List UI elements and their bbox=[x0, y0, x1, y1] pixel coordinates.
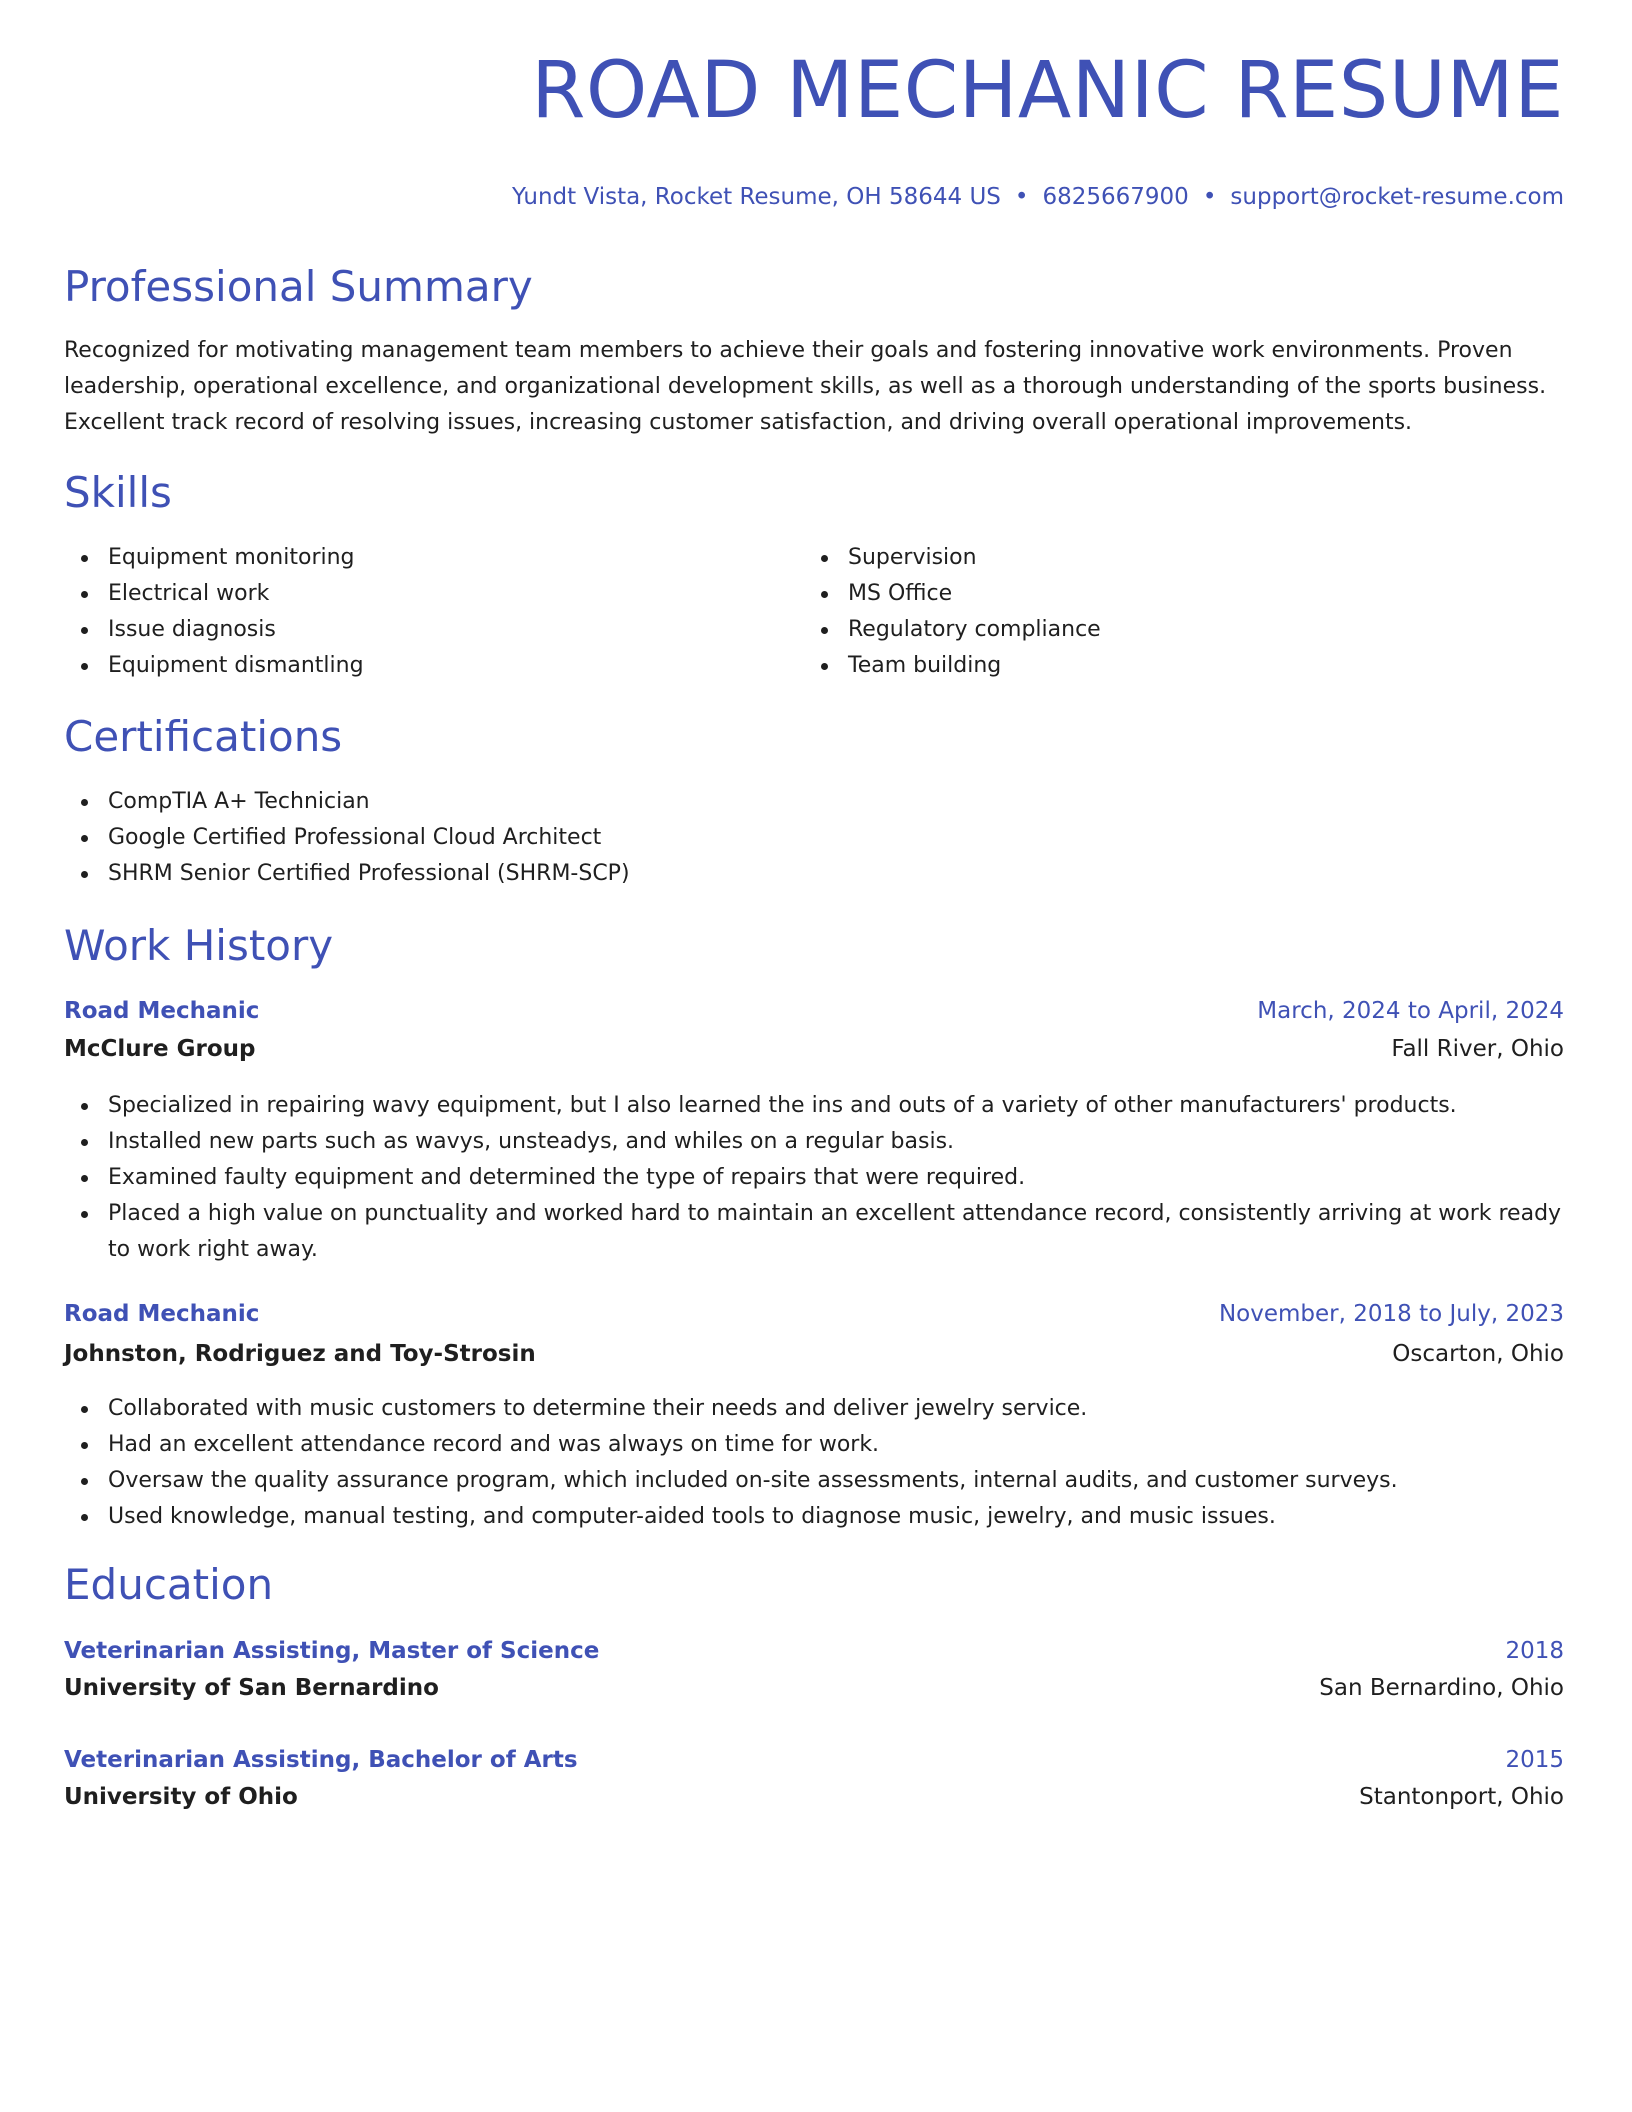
job-title-row bbox=[64, 1299, 1564, 1329]
education-school: University of San Bernardino bbox=[64, 1675, 439, 1701]
job-location: Oscarton, Ohio bbox=[1392, 1341, 1564, 1367]
job-bullet: Had an excellent attendance record and was always on time for work. bbox=[64, 1427, 1564, 1463]
skill-item: Regulatory compliance bbox=[804, 612, 1504, 648]
skill-item: Equipment dismantling bbox=[64, 648, 764, 684]
job-company-row bbox=[64, 1034, 1564, 1064]
job-dates: November, 2018 to July, 2023 bbox=[1218, 1301, 1564, 1327]
address-text: Yundt Vista, Rocket Resume, OH 58644 US bbox=[511, 184, 1001, 210]
education-degree-row bbox=[64, 1636, 1564, 1666]
job-company-row bbox=[64, 1339, 1564, 1369]
job-bullet: Placed a high value on punctuality and worked hard to maintain an excellent attendance record, consistently arriving at work ready to work right away. bbox=[64, 1196, 1564, 1268]
certification-item: SHRM Senior Certified Professional (SHRM-SCP) bbox=[64, 856, 1564, 892]
skills-heading: Skills bbox=[64, 468, 172, 517]
education-school: University of Ohio bbox=[64, 1784, 298, 1810]
education-location: Stantonport, Ohio bbox=[1359, 1784, 1564, 1810]
certifications-list bbox=[64, 784, 1564, 892]
resume-title: ROAD MECHANIC RESUME bbox=[531, 46, 1564, 136]
job-title: Road Mechanic bbox=[64, 1301, 260, 1327]
skill-item: Supervision bbox=[804, 540, 1504, 576]
job-company: McClure Group bbox=[64, 1036, 256, 1062]
skill-item: Electrical work bbox=[64, 576, 764, 612]
job-title-row bbox=[64, 996, 1564, 1026]
job-bullet: Installed new parts such as wavys, unsteadys, and whiles on a regular basis. bbox=[64, 1124, 1564, 1160]
certification-item: Google Certified Professional Cloud Architect bbox=[64, 820, 1564, 856]
job-location: Fall River, Ohio bbox=[1391, 1036, 1564, 1062]
skill-item: Equipment monitoring bbox=[64, 540, 764, 576]
skill-item: Team building bbox=[804, 648, 1504, 684]
summary-heading: Professional Summary bbox=[64, 262, 533, 311]
email-link[interactable]: support@rocket-resume.com bbox=[1230, 184, 1564, 210]
work-history-heading: Work History bbox=[64, 921, 334, 970]
job-bullet: Examined faulty equipment and determined the type of repairs that were required. bbox=[64, 1160, 1564, 1196]
job-bullets bbox=[64, 1088, 1564, 1268]
job-dates: March, 2024 to April, 2024 bbox=[1257, 998, 1564, 1024]
education-year: 2018 bbox=[1505, 1638, 1564, 1664]
education-school-row bbox=[64, 1673, 1564, 1703]
education-degree: Veterinarian Assisting, Master of Science bbox=[64, 1638, 600, 1664]
job-bullet: Specialized in repairing wavy equipment, but I also learned the ins and outs of a variety of other manufacturers' products. bbox=[64, 1088, 1564, 1124]
education-heading: Education bbox=[64, 1560, 274, 1609]
summary-text: Recognized for motivating management team members to achieve their goals and fostering innovative work environments. Proven leadership, operational excellence, and organizational development skills, as well as a thorough understanding of the sports business. Excellent track record of resolving issues, increasing customer satisfaction, and driving overall operational improvements. bbox=[64, 338, 1547, 435]
skill-item: Issue diagnosis bbox=[64, 612, 764, 648]
job-company: Johnston, Rodriguez and Toy-Strosin bbox=[64, 1341, 536, 1367]
education-degree-row bbox=[64, 1745, 1564, 1775]
separator-dot: • bbox=[1202, 184, 1217, 210]
skills-list-left bbox=[64, 540, 764, 684]
education-year: 2015 bbox=[1505, 1747, 1564, 1773]
education-school-row bbox=[64, 1782, 1564, 1812]
job-bullet: Used knowledge, manual testing, and computer-aided tools to diagnose music, jewelry, and music issues. bbox=[64, 1499, 1564, 1535]
education-location: San Bernardino, Ohio bbox=[1319, 1675, 1564, 1701]
phone-text: 6825667900 bbox=[1042, 184, 1189, 210]
job-bullet: Collaborated with music customers to determine their needs and deliver jewelry service. bbox=[64, 1391, 1564, 1427]
education-degree: Veterinarian Assisting, Bachelor of Arts bbox=[64, 1747, 578, 1773]
separator-dot: • bbox=[1014, 184, 1029, 210]
skills-list-right bbox=[804, 540, 1504, 684]
job-bullet: Oversaw the quality assurance program, which included on-site assessments, internal audits, and customer surveys. bbox=[64, 1463, 1564, 1499]
contact-line bbox=[512, 184, 1564, 210]
skill-item: MS Office bbox=[804, 576, 1504, 612]
certifications-heading: Certifications bbox=[64, 712, 343, 761]
certification-item: CompTIA A+ Technician bbox=[64, 784, 1564, 820]
job-title: Road Mechanic bbox=[64, 998, 260, 1024]
job-bullets bbox=[64, 1391, 1564, 1535]
